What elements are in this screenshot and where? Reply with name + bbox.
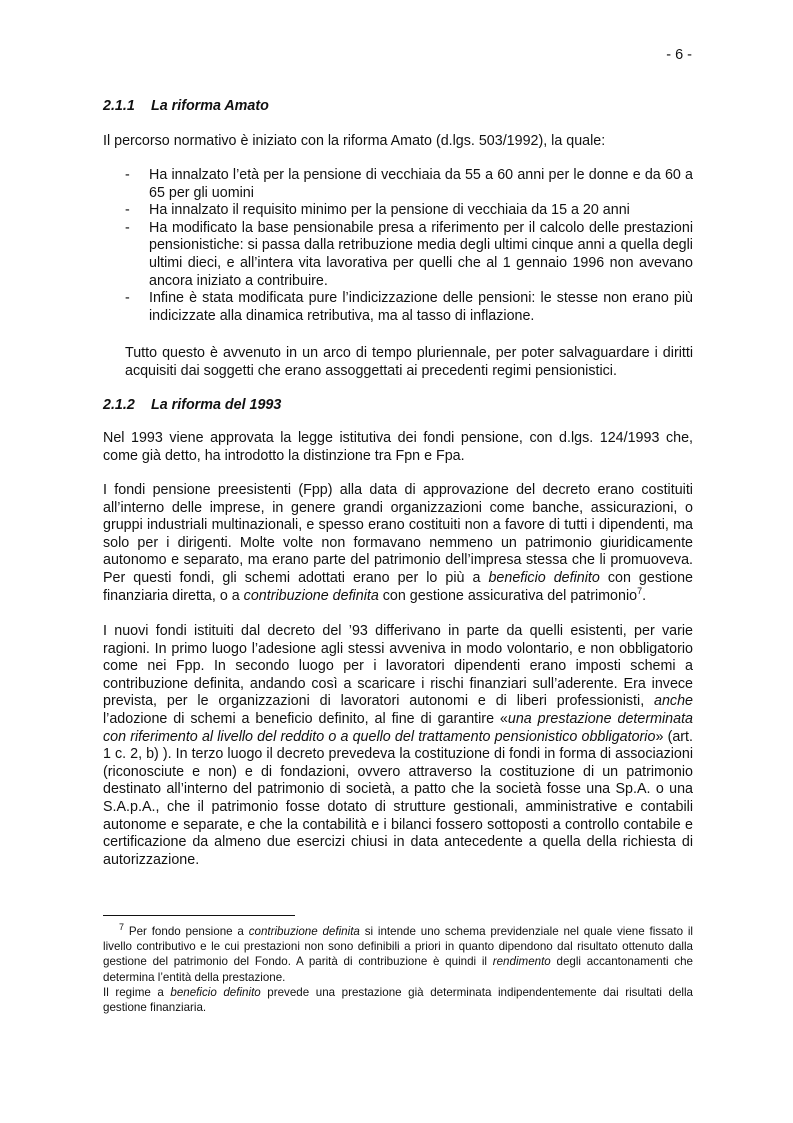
list-item: - Infine è stata modificata pure l’indicizzazione delle pensioni: le stesse non erano più indicizzate alla dinamica retributiva, ma al tasso di inflazione. xyxy=(125,290,693,324)
footnote-ref: 7 xyxy=(637,585,643,596)
footnote-text: $^7$ Per fondo pensione a contribuzione definita si intende uno schema previdenziale nel quale viene fissato il livello contributivo e le cui prestazioni non sono definibili a priori in quanto dipendono dal risultato ottenuto dalla gestione del patrimonio del Fondo. A parità di contribuzione è quindi il rendimento degli accantonamenti che determina l’entità della prestazione. xyxy=(103,922,693,984)
footnote-text: Il regime a beneficio definito prevede una prestazione già determinata indipendentemente dai risultati della gestione finanziaria. xyxy=(103,985,693,1015)
heading-2-1-2 xyxy=(103,397,281,413)
intro-paragraph: Il percorso normativo è iniziato con la riforma Amato (d.lgs. 503/1992), la quale: xyxy=(103,133,606,149)
section-title: La riforma Amato xyxy=(151,98,269,114)
reform-list xyxy=(103,167,693,325)
heading-2-1-1 xyxy=(103,98,269,114)
footnote-separator xyxy=(103,915,295,916)
paragraph-new-funds: I nuovi fondi istituiti dal decreto del ’93 differivano in parte da quelli esistenti, per varie ragioni. In primo luogo l’adesione agli stessi avveniva in modo volontario, e non obbligatorio come nei Fpp. In secondo luogo per i lavoratori dipendenti erano imposti schemi a contribuzione definita, andando così a scaricare i rischi finanziari sull’aderente. Era invece prevista, per le organizzazioni di lavoratori autonomi e di liberi professionisti, anche l’adozione di schemi a beneficio definito, al fine di garantire «una prestazione determinata con riferimento al livello del reddito o a quello del trattamento pensionistico obbligatorio» (art. 1 c. 2, b) ). In terzo luogo il decreto prevedeva la costituzione di fondi in forma di associazioni (riconosciute e non) e di fondazioni, ovvero attraverso la costituzione di un patrimonio destinato all’interno del patrimonio di società, a patto che la società fosse una Sp.A. o una S.A.p.A., che il patrimonio fosse dotato di strutture gestionali, amministrative e contabili autonome e separate, e che la contabilità e i bilanci fossero sottoposti a controllo contabile e certificazione da almeno due esercizi chiusi in data antecedente a quella della richiesta di autorizzazione. xyxy=(103,623,693,868)
paragraph-1993-law: Nel 1993 viene approvata la legge istitutiva dei fondi pensione, con d.lgs. 124/1993 che, come già detto, ha introdotto la distinzione tra Fpn e Fpa. xyxy=(103,430,693,464)
list-item: - Ha innalzato il requisito minimo per la pensione di vecchiaia da 15 a 20 anni xyxy=(125,202,630,219)
section-title: La riforma del 1993 xyxy=(151,397,282,413)
footnote-mark: 7 xyxy=(119,922,125,933)
list-item: - Ha modificato la base pensionabile presa a riferimento per il calcolo delle prestazioni pensionistiche: si passa dalla retribuzione media degli ultimi cinque anni a quella degli ultimi dieci, e all’intera vita lavorativa per quelli che al 1 gennaio 1996 non avevano ancora iniziato a contribuire. xyxy=(125,219,693,289)
closing-paragraph: Tutto questo è avvenuto in un arco di tempo pluriennale, per poter salvaguardare i diritti acquisiti dai soggetti che erano assoggettati ai precedenti regimi pensionistici. xyxy=(125,345,693,379)
section-number: 2.1.2 xyxy=(103,397,135,413)
paragraph-fpp: I fondi pensione preesistenti (Fpp) alla data di approvazione del decreto erano costituiti all’interno delle imprese, in genere grandi organizzazioni come banche, assicurazioni, o gruppi industriali multinazionali, e spesso erano costituiti non a favore di tutti i dipendenti, ma solo per i dirigenti. Molte volte non formavano nemmeno un patrimonio giuridicamente autonomo e separato, ma erano parte del patrimonio dell’impresa stessa che li promuoveva. Per questi fondi, gli schemi adottati erano per lo più a beneficio definito con gestione finanziaria diretta, o a contribuzione definita con gestione assicurativa del patrimonio$^7$. xyxy=(103,482,693,604)
footnote xyxy=(103,924,693,1015)
list-item: - Ha innalzato l’età per la pensione di vecchiaia da 55 a 60 anni per le donne e da 60 a 65 per gli uomini xyxy=(125,167,693,201)
section-number: 2.1.1 xyxy=(103,98,135,114)
page-number: - 6 - xyxy=(666,47,692,63)
